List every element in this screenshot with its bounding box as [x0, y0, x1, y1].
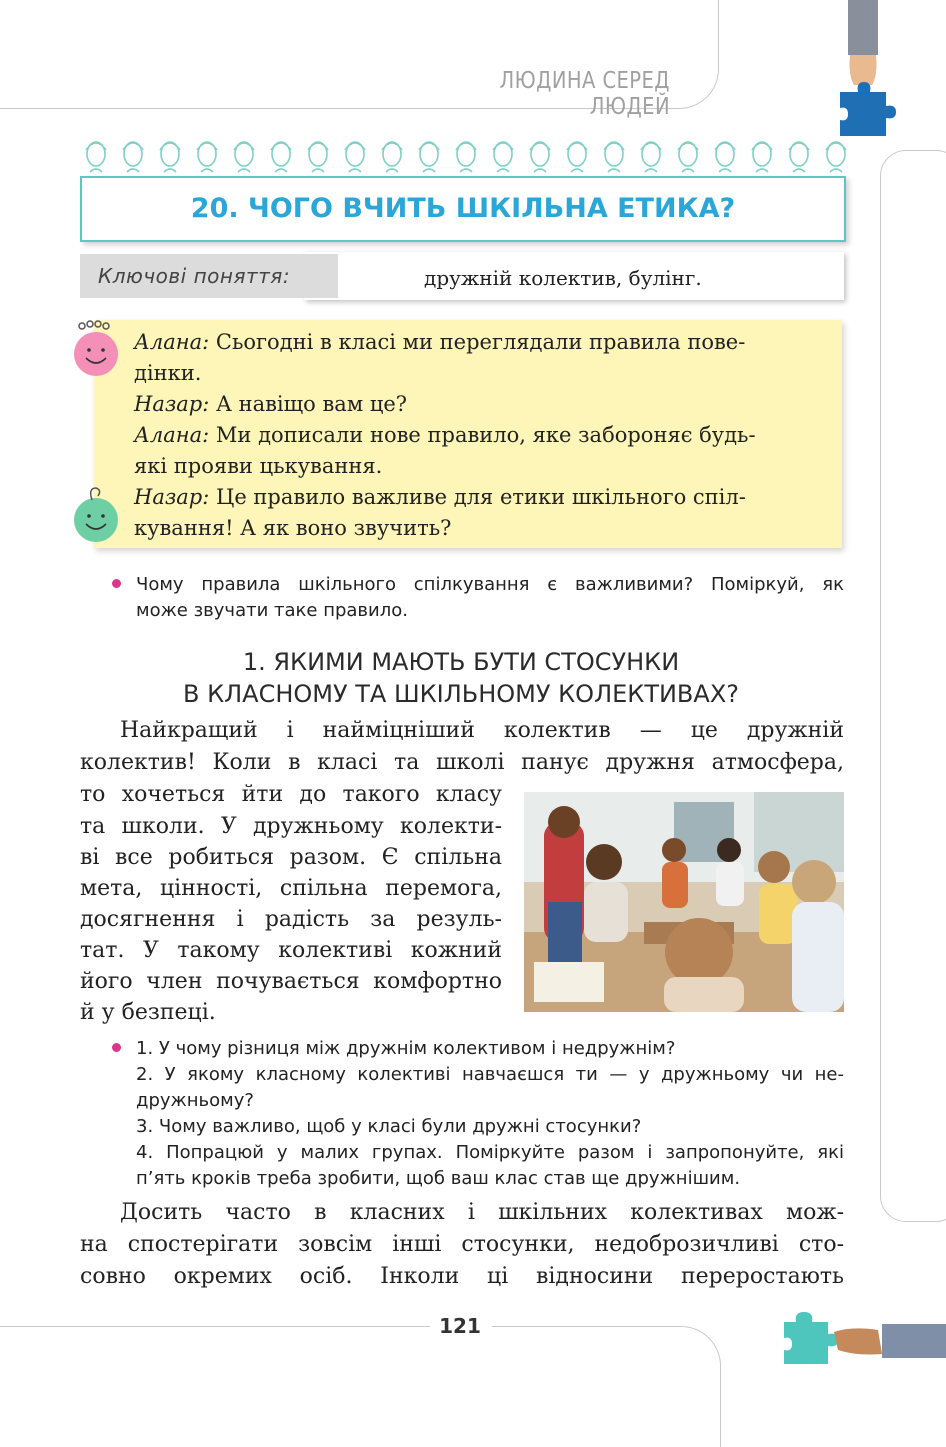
key-concepts-label: Ключові поняття: [98, 264, 291, 288]
paragraph-line: совно окремих осіб. Інколи ці відносини переростають [80, 1264, 844, 1289]
page-frame-bottom-left [0, 1326, 430, 1327]
paragraph-line: то хочеться йти до такого класу [80, 782, 502, 807]
bullet-icon [112, 1043, 121, 1052]
bullet-icon [112, 579, 121, 588]
section-header: ЛЮДИНА СЕРЕД ЛЮДЕЙ [499, 68, 670, 120]
paragraph-line: та школи. У дружньому колекти- [80, 814, 502, 839]
dialog-line: які прояви цькування. [134, 454, 383, 478]
question-line: 4. Попрацюй у малих групах. Поміркуйте разом і запропонуйте, які [136, 1142, 844, 1163]
question-line: Чому правила шкільного спілкування є важливими? Поміркуй, як [136, 574, 844, 595]
boy-avatar-icon [66, 484, 126, 544]
dialog-line: Алана: Ми дописали нове правило, яке забороняє будь- [134, 423, 756, 447]
paragraph-line: Найкращий і найміцніший колектив — це дружній [120, 718, 844, 743]
question-line: п’ять кроків треба зробити, щоб ваш клас став ще дружнішим. [136, 1168, 741, 1189]
paragraph-line: мета, цінності, спільна перемога, [80, 876, 502, 901]
key-concepts-label-box [80, 254, 338, 298]
paragraph-line: тат. У такому колективі кожний [80, 938, 502, 963]
question-line: дружньому? [136, 1090, 254, 1111]
dialog-line: Назар: Це правило важливе для етики шкільного спіл- [134, 485, 746, 509]
paragraph-line: Досить часто в класних і шкільних колективах мож- [120, 1200, 844, 1225]
section-heading-line2: В КЛАСНОМУ ТА ШКІЛЬНОМУ КОЛЕКТИВАХ? [182, 680, 739, 708]
classroom-photo [524, 792, 844, 1012]
paragraph-line: його член почувається комфортно [80, 969, 502, 994]
lesson-title-box [80, 176, 846, 242]
question-line: 3. Чому важливо, щоб у класі були дружні стосунки? [136, 1116, 642, 1137]
section-heading-line1: 1. ЯКИМИ МАЮТЬ БУТИ СТОСУНКИ [242, 648, 680, 676]
paragraph-line: й у безпеці. [80, 1000, 216, 1025]
dialog-line: дінки. [134, 361, 202, 385]
dialog-box [94, 320, 842, 548]
faces-decoration [78, 132, 848, 176]
paragraph-line: колектив! Коли в класі та школі панує дружня атмосфера, [80, 750, 844, 775]
page-frame-right [880, 150, 946, 1222]
question-line: 1. У чому різниця між дружнім колективом і недружнім? [136, 1038, 676, 1059]
lesson-title: 20. ЧОГО ВЧИТЬ ШКІЛЬНА ЕТИКА? [190, 193, 736, 224]
dialog-line: Алана: Сьогодні в класі ми переглядали правила пове- [134, 330, 746, 354]
dialog-line: Назар: А навіщо вам це? [134, 392, 408, 416]
page-frame-bottom-right [492, 1326, 721, 1447]
girl-avatar-icon [66, 318, 126, 378]
puzzle-hand-bottom-icon [782, 1310, 946, 1368]
puzzle-hand-icon [836, 0, 896, 150]
dialog-line: кування! А як воно звучить? [134, 516, 452, 540]
paragraph-line: ві все робиться разом. Є спільна [80, 845, 502, 870]
question-line: 2. У якому класному колективі навчаєшся ти — у дружньому чи не- [136, 1064, 844, 1085]
key-concepts-terms: дружній колектив, булінг. [424, 266, 702, 290]
question-line: може звучати таке правило. [136, 600, 408, 621]
paragraph-line: на спостерігати зовсім інші стосунки, недоброзичливі сто- [80, 1232, 844, 1257]
page-number: 121 [439, 1314, 481, 1338]
paragraph-line: досягнення і радість за резуль- [80, 907, 502, 932]
